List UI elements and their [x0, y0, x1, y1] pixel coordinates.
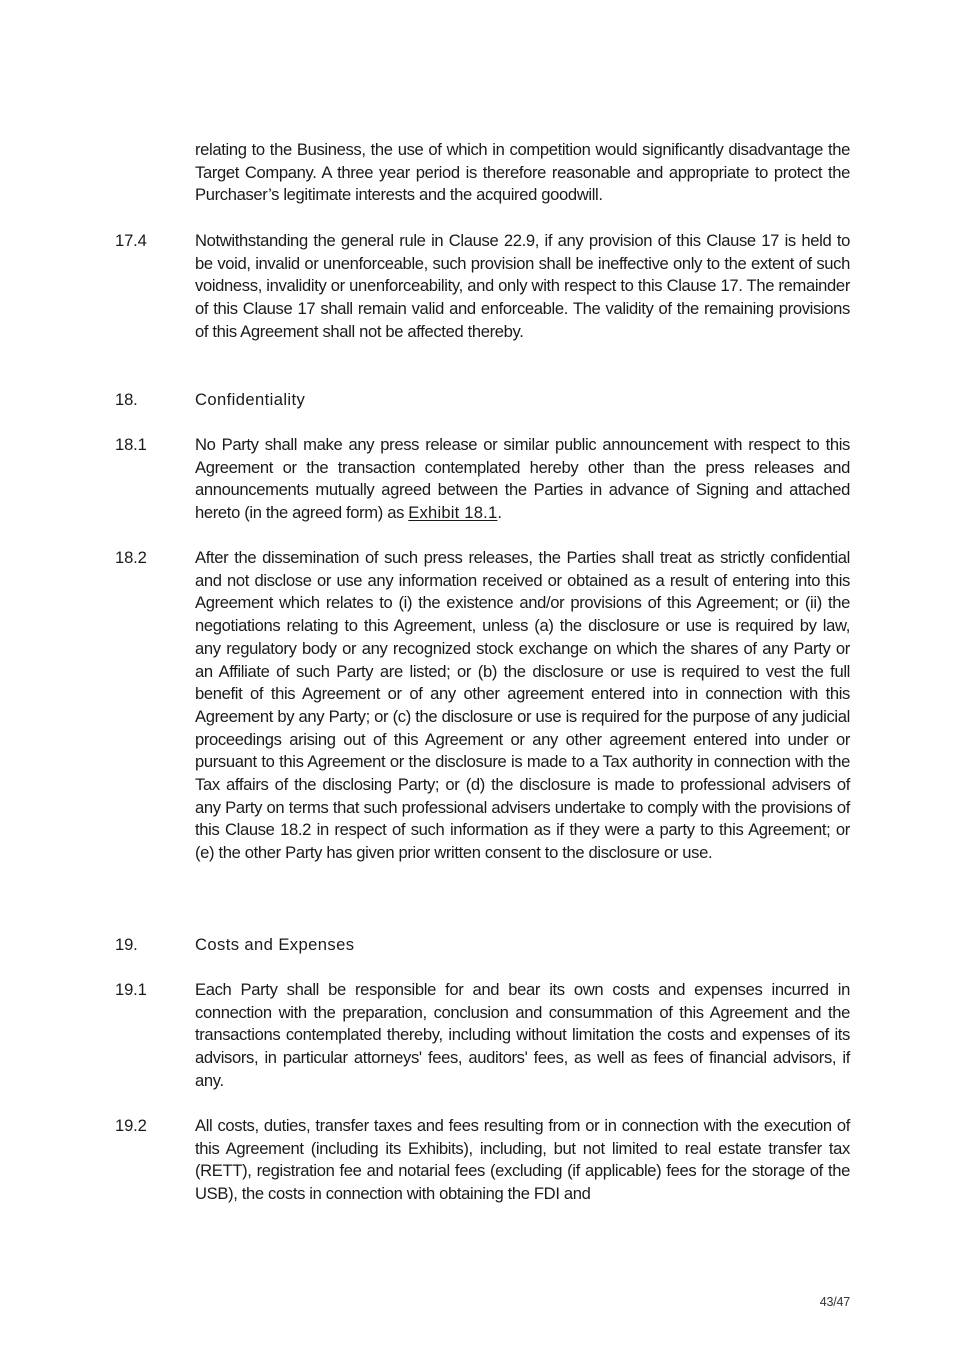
- clause-number: 18.1: [115, 435, 147, 454]
- clause-text: After the dissemination of such press releases, the Parties shall treat as strictly confidential and not disclose or use any information received or obtained as a result of entering into this Agreement which relates to (i) the existence and/or provisions of this Agreement; or (ii) the negotiations relating to this Agreement, unless (a) the disclosure or use is required by law, any regulatory body or any recognized stock exchange on which the shares of any Party or an Affiliate of such Party are listed; or (b) the disclosure or use is required to vest the full benefit of this Agreement or of any other agreement entered into in connection with this Agreement by any Party; or (c) the disclosure or use is required for the purpose of any judicial proceedings arising out of this Agreement or any other agreement entered into under or pursuant to this Agreement or the disclosure is made to a Tax authority in connection with the Tax affairs of the disclosing Party; or (d) the disclosure is made to professional advisers of any Party on terms that such professional advisers undertake to comply with the provisions of this Clause 18.2 in respect of such information as if they were a party to this Agreement; or (e) the other Party has given prior written consent to the disclosure or use.: [195, 548, 850, 863]
- clause-number: 18.2: [115, 548, 147, 567]
- clause-text: Each Party shall be responsible for and bear its own costs and expenses incurred in connection with the preparation, conclusion and consummation of this Agreement and the transactions contemplated thereby, including without limitation the costs and expenses of its advisors, in particular attorneys' fees, auditors' fees, as well as fees of financial advisors, if any.: [195, 980, 850, 1090]
- clause-text-before-link: No Party shall make any press release or similar public announcement with respect to this Agreement or the transaction contemplated hereby other than the press releases and announcements mutually agreed between the Parties in advance of Signing and attached hereto (in the agreed form) as: [195, 435, 850, 523]
- section-title: Confidentiality: [195, 390, 306, 409]
- section-number: 18.: [115, 390, 138, 409]
- page-number: 43/47: [819, 1295, 850, 1309]
- clause-text: [195, 434, 850, 525]
- clause-number: 19.1: [115, 980, 147, 999]
- clause-continuation-text: relating to the Business, the use of which in competition would significantly disadvantage the Target Company. A three year period is therefore reasonable and appropriate to protect the Purchaser’s legitimate interests and the acquired goodwill.: [195, 140, 850, 205]
- clause-number: 19.2: [115, 1116, 147, 1135]
- clause-text: All costs, duties, transfer taxes and fees resulting from or in connection with the execution of this Agreement (including its Exhibits), including, but not limited to real estate transfer tax (RETT), registration fee and notarial fees (excluding (if applicable) fees for the storage of the USB), the costs in connection with obtaining the FDI and: [195, 1116, 850, 1204]
- clause-text: Notwithstanding the general rule in Clause 22.9, if any provision of this Clause 17 is held to be void, invalid or unenforceable, such provision shall be ineffective only to the extent of such voidness, invalidity or unenforceability, and only with respect to this Clause 17. The remainder of this Clause 17 shall remain valid and enforceable. The validity of the remaining provisions of this Agreement shall not be affected thereby.: [195, 231, 850, 341]
- section-number: 19.: [115, 935, 138, 954]
- exhibit-18-1-link[interactable]: Exhibit 18.1: [408, 503, 498, 523]
- clause-text-after-link: .: [497, 503, 502, 523]
- section-title: Costs and Expenses: [195, 935, 355, 954]
- clause-number: 17.4: [115, 231, 147, 250]
